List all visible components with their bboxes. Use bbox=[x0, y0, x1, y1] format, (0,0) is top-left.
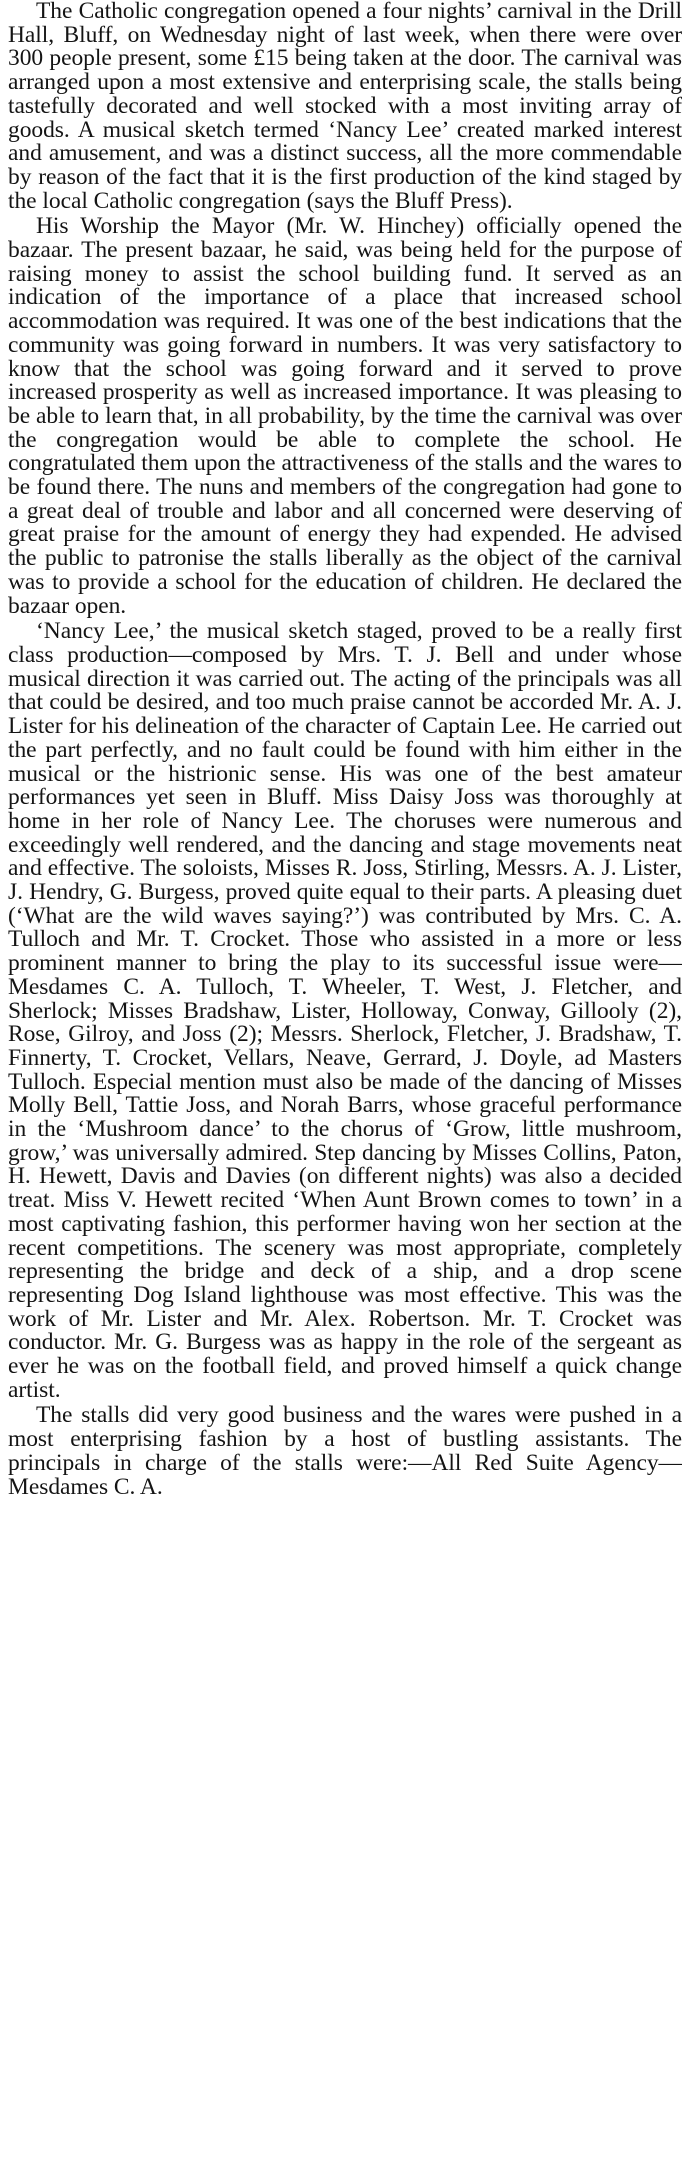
article-paragraph-nancy-lee-sketch: ‘Nancy Lee,’ the musical sketch staged, proved to be a really first class production—composed by Mrs. T. J. Bell and under whose musical direction it was carried out. The acting of the principals was all that could be desired, and too much praise cannot be accorded Mr. A. J. Lister for his delineation of the character of Captain Lee. He carried out the part perfectly, and no fault could be found with him either in the musical or the histrionic sense. His was one of the best amateur performances yet seen in Bluff. Miss Daisy Joss was thoroughly at home in her role of Nancy Lee. The choruses were numerous and exceedingly well rendered, and the dancing and stage movements neat and effective. The soloists, Misses R. Joss, Stirling, Messrs. A. J. Lister, J. Hendry, G. Burgess, proved quite equal to their parts. A pleasing duet (‘What are the wild waves saying?’) was contributed by Mrs. C. A. Tulloch and Mr. T. Crocket. Those who assisted in a more or less prominent manner to bring the play to its successful issue were—Mesdames C. A. Tulloch, T. Wheeler, T. West, J. Fletcher, and Sherlock; Misses Bradshaw, Lister, Holloway, Conway, Gillooly (2), Rose, Gilroy, and Joss (2); Messrs. Sherlock, Fletcher, J. Bradshaw, T. Finnerty, T. Crocket, Vellars, Neave, Gerrard, J. Doyle, ad Masters Tulloch. Especial mention must also be made of the dancing of Misses Molly Bell, Tattie Joss, and Norah Barrs, whose graceful performance in the ‘Mushroom dance’ to the chorus of ‘Grow, little mushroom, grow,’ was universally admired. Step dancing by Misses Collins, Paton, H. Hewett, Davis and Davies (on different nights) was also a decided treat. Miss V. Hewett recited ‘When Aunt Brown comes to town’ in a most captivating fashion, this performer having won her section at the recent competitions. The scenery was most appropriate, completely representing the bridge and deck of a ship, and a drop scene representing Dog Island lighthouse was most effective. This was the work of Mr. Lister and Mr. Alex. Robertson. Mr. T. Crocket was conductor. Mr. G. Burgess was as happy in the role of the sergeant as ever he was on the football field, and proved himself a quick change artist. bbox=[8, 618, 682, 1403]
article-paragraph-mayor-speech: His Worship the Mayor (Mr. W. Hinchey) officially opened the bazaar. The present bazaar, he said, was being held for the purpose of raising money to assist the school building fund. It served as an indication of the importance of a place that increased school accommodation was required. It was one of the best indications that the community was going forward in numbers. It was very satisfactory to know that the school was going forward and it served to prove increased prosperity as well as increased importance. It was pleasing to be able to learn that, in all probability, by the time the carnival was over the congregation would be able to complete the school. He congratulated them upon the attractiveness of the stalls and the wares to be found there. The nuns and members of the congregation had gone to a great deal of trouble and labor and all concerned were deserving of great praise for the amount of energy they had expended. He advised the public to patronise the stalls liberally as the object of the carnival was to provide a school for the education of children. He declared the bazaar open. bbox=[8, 213, 682, 619]
article-paragraph-stalls: The stalls did very good business and the wares were pushed in a most enterprising fashion by a host of bustling assistants. The principals in charge of the stalls were:—All Red Suite Agency—Mesdames C. A. bbox=[8, 1402, 682, 1500]
newspaper-article bbox=[8, 0, 682, 2166]
article-paragraph-carnival-opening: The Catholic congregation opened a four nights’ carnival in the Drill Hall, Bluff, on Wednesday night of last week, when there were over 300 people present, some £15 being taken at the door. The carnival was arranged upon a most extensive and enterprising scale, the stalls being tastefully decorated and well stocked with a most inviting array of goods. A musical sketch termed ‘Nancy Lee’ created marked interest and amusement, and was a distinct success, all the more commendable by reason of the fact that it is the first production of the kind staged by the local Catholic congregation (says the Bluff Press). bbox=[8, 0, 682, 214]
